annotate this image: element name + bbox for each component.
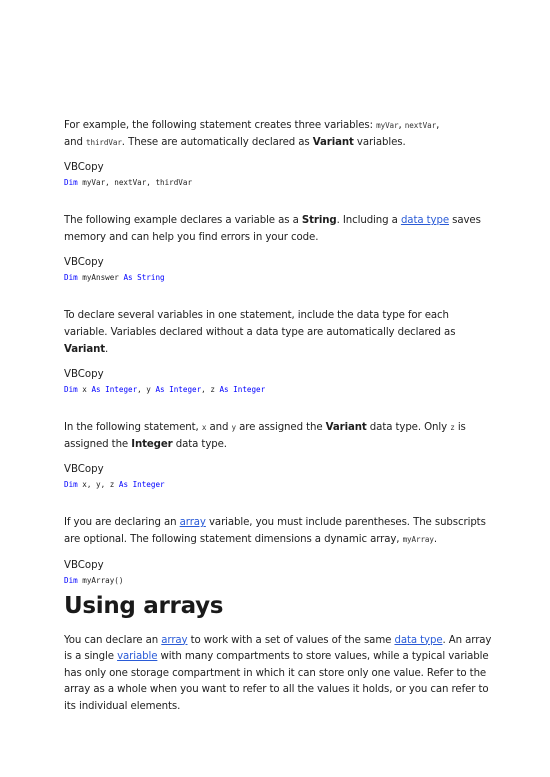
code-language-label[interactable]: VBCopy [64, 559, 104, 571]
code-keyword: As Integer [118, 480, 165, 490]
code-text: , z [201, 385, 220, 395]
text: To declare several variables in one statement, include the data type for each variable. Variables declared without a data type are automatically declared as [64, 310, 456, 338]
inline-code: y [231, 423, 236, 433]
text: and [206, 422, 232, 434]
text: . [433, 533, 438, 545]
text: and [64, 136, 87, 148]
code-text: x, y, z [77, 480, 119, 490]
section-heading: Using arrays [64, 592, 224, 619]
text: is assigned the [64, 422, 466, 450]
text: . An array is a single [64, 634, 492, 663]
text: . These are automatically declared as [121, 136, 313, 148]
link-array[interactable]: array [161, 634, 188, 646]
code-keyword: As Integer [219, 385, 266, 395]
text: variables. [353, 136, 406, 148]
code-block [64, 272, 494, 284]
code-language-label[interactable]: VBCopy [64, 369, 104, 381]
code-keyword: Dim [64, 575, 78, 585]
code-keyword: Dim [64, 273, 78, 283]
code-text: myVar, nextVar, thirdVar [77, 178, 193, 188]
text: with many compartments to store values, while a typical variable has only one storage compartment in which it can store only one value. Refer to the array as a whole when you want to refer to all the values it holds, or you can refer to its individual elements. [64, 651, 489, 712]
text: You can declare an [64, 634, 162, 646]
inline-code: myArray [402, 534, 434, 544]
text: . [105, 343, 109, 355]
code-text: x [77, 385, 92, 395]
document-content [64, 118, 494, 726]
paragraph-several-variables [64, 308, 494, 358]
code-block [64, 479, 494, 491]
code-block [64, 575, 494, 587]
text: data type. Only [366, 422, 451, 434]
text: variable, you must include parentheses. The subscripts are optional. The following statement dimensions a dynamic array, [64, 517, 486, 545]
code-language-label[interactable]: VBCopy [64, 257, 104, 269]
paragraph-arrays-intro [64, 633, 494, 716]
text: The following example declares a variable as a [64, 215, 302, 227]
inline-code: myVar [376, 121, 399, 130]
bold-term: Variant [64, 343, 106, 355]
inline-code: nextVar [404, 121, 437, 130]
bold-term: Variant [312, 136, 354, 148]
text: are assigned the [235, 422, 326, 434]
code-keyword: As Integer [91, 385, 138, 395]
paragraph-string-declaration [64, 213, 494, 246]
text: For example, the following statement creates three variables: [64, 120, 377, 131]
link-data-type[interactable]: data type [394, 634, 443, 646]
code-text: myArray() [77, 575, 124, 585]
inline-code: x [201, 423, 207, 433]
bold-term: Variant [325, 422, 367, 434]
inline-code: z [450, 423, 455, 433]
code-block [64, 384, 494, 396]
text: , [436, 120, 440, 131]
code-keyword: As String [123, 273, 165, 283]
bold-term: String [301, 215, 337, 227]
code-keyword: As Integer [155, 385, 202, 395]
paragraph-variant-integer [64, 420, 494, 453]
inline-code: thirdVar [86, 137, 122, 147]
text: . Including a [336, 215, 401, 227]
code-language-label[interactable]: VBCopy [64, 162, 104, 174]
bold-term: Integer [131, 438, 173, 450]
paragraph-multiple-variables [64, 118, 494, 151]
text: In the following statement, [64, 422, 202, 434]
link-array[interactable]: array [179, 517, 206, 529]
text: If you are declaring an [64, 517, 180, 529]
link-data-type[interactable]: data type [400, 215, 449, 227]
link-variable[interactable]: variable [117, 651, 158, 663]
code-keyword: Dim [64, 178, 78, 188]
code-block [64, 177, 494, 189]
code-text: myAnswer [77, 273, 124, 283]
code-keyword: Dim [64, 480, 78, 490]
text: saves memory and can help you find errors in your code. [64, 215, 481, 243]
text: to work with a set of values of the same [187, 634, 395, 646]
text: data type. [172, 438, 227, 450]
paragraph-dynamic-array [64, 515, 494, 548]
code-keyword: Dim [64, 385, 78, 395]
text: , [398, 120, 405, 131]
code-text: , y [137, 385, 156, 395]
code-language-label[interactable]: VBCopy [64, 464, 104, 476]
